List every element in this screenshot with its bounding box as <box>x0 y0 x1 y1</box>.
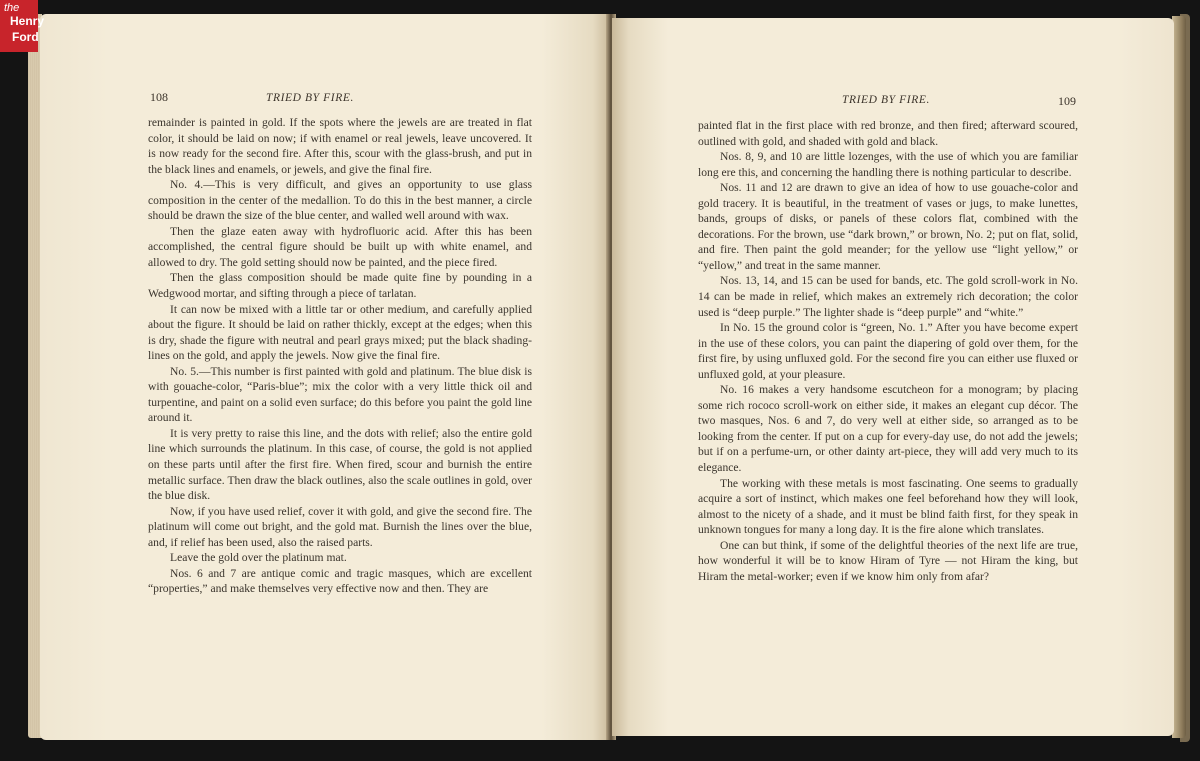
left-running-head: TRIED BY FIRE. <box>266 92 354 104</box>
paragraph: Then the glass composition should be made quite fine by pounding in a Wedgwood mortar, and sifting through a piece of tarlatan. <box>148 271 532 301</box>
paragraph: Nos. 13, 14, and 15 can be used for bands, etc. The gold scroll-work in No. 14 can be made in relief, which makes an extremely rich decoration; the color used is “deep purple.” The lighter shade is “deep purple” and “white.” <box>698 274 1078 319</box>
logo-text-the: the <box>4 2 20 14</box>
paragraph: Nos. 6 and 7 are antique comic and tragic masques, which are excellent “properties,” and make themselves very effective now and then. They are <box>148 566 532 596</box>
paragraph: No. 4.—This is very difficult, and gives an opportunity to use glass composition in the center of the medallion. To do this in the best manner, a circle should be drawn the size of the blue center, and walled well around with wax. <box>148 178 532 223</box>
paragraph: Now, if you have used relief, cover it with gold, and give the second fire. The platinum will come out bright, and the gold mat. Burnish the lines over the blue, and, if relief has been used, also the raised parts. <box>148 504 532 549</box>
right-page-edges <box>1172 16 1186 738</box>
logo-text-henry: Henry <box>10 14 45 28</box>
paragraph: In No. 15 the ground color is “green, No. 1.” After you have become expert in the use of these colors, you can paint the diapering of gold over them, for the first fire, by using unfluxed gold. For the second fire you can either use fluxed or unfluxed gold, at your pleasure. <box>698 321 1078 381</box>
logo-text-ford: Ford <box>12 30 39 44</box>
right-page-number: 109 <box>1058 94 1076 108</box>
paragraph: Leave the gold over the platinum mat. <box>170 551 347 565</box>
paragraph: Then the glaze eaten away with hydrofluoric acid. After this has been accomplished, the central figure should be built up with white enamel, and allowed to dry. The gold setting should now be painted, and the piece fired. <box>148 224 532 269</box>
paragraph: The working with these metals is most fascinating. One seems to gradually acquire a sort of instinct, which makes one feel beforehand how they will look, almost to the nicety of a shade, and it must be blind faith first, for they speak in unknown tongues for many a long day. It is the fire alone which translates. <box>698 476 1078 537</box>
left-page-number: 108 <box>150 90 168 104</box>
paragraph: It is very pretty to raise this line, and the dots with relief; also the entire gold line which surrounds the platinum. In this case, of course, the gold is not applied on these parts until after the first fire. When fired, scour and burnish the entire metallic surface. Then draw the black outlines, also the scale outlines in gold, over the blue disk. <box>148 426 532 503</box>
left-page <box>40 14 610 740</box>
henry-ford-logo <box>0 0 45 52</box>
paragraph: Nos. 11 and 12 are drawn to give an idea of how to use gouache-color and gold tracery. It is beautiful, in the treatment of vases or jugs, to make lunettes, bands, groups of disks, or panels of these colors flat, combined with the decorations. For the brown, use “dark brown,” or brown, No. 2; put on flat, solid, and fire. Then paint the gold meander; for the yellow use “light yellow,” or “yellow,” and treat in the same manner. <box>698 181 1078 272</box>
right-page <box>612 18 1174 736</box>
paragraph: No. 5.—This number is first painted with gold and platinum. The blue disk is with gouache-color, “Paris-blue”; mix the color with a very little thick oil and turpentine, and paint on a solid even surface; do this before you paint the gold line around it. <box>148 364 532 425</box>
paragraph: remainder is painted in gold. If the spots where the jewels are are treated in flat color, it should be laid on now; if with enamel or real jewels, leave uncovered. It is now ready for the second fire. After this, scour with the glass-brush, and put in the black lines and enamels, or jewels, and give the final fire. <box>148 116 532 176</box>
right-running-head: TRIED BY FIRE. <box>842 94 930 106</box>
paragraph: Nos. 8, 9, and 10 are little lozenges, with the use of which you are familiar long ere this, and concerning the handling there is nothing particular to describe. <box>698 150 1078 179</box>
right-page-text <box>698 118 1078 584</box>
left-page-text <box>148 115 532 597</box>
paragraph: No. 16 makes a very handsome escutcheon for a monogram; by placing some rich rococo scroll-work on either side, it makes an elegant cup décor. The two masques, Nos. 6 and 7, do very well at either side, so arranged as to be looking from the center. If put on a cup for every-day use, do not add the jewels; but if on a perfume-urn, or other dainty art-piece, they will add very much to its elegance. <box>698 383 1078 475</box>
paragraph: painted flat in the first place with red bronze, and then fired; afterward scoured, outlined with gold, and shaded with gold and black. <box>698 119 1078 148</box>
paragraph: One can but think, if some of the delightful theories of the next life are true, how wonderful it will be to know Hiram of Tyre — not Hiram the king, but Hiram the metal-worker; even if we know him only from afar? <box>698 538 1078 583</box>
paragraph: It can now be mixed with a little tar or other medium, and carefully applied about the figure. It should be laid on rather thickly, except at the edges; when this is dry, shade the figure with neutral and pearl grays mixed; put the black shading-lines on the gold, and apply the jewels. Now give the final fire. <box>148 302 532 363</box>
